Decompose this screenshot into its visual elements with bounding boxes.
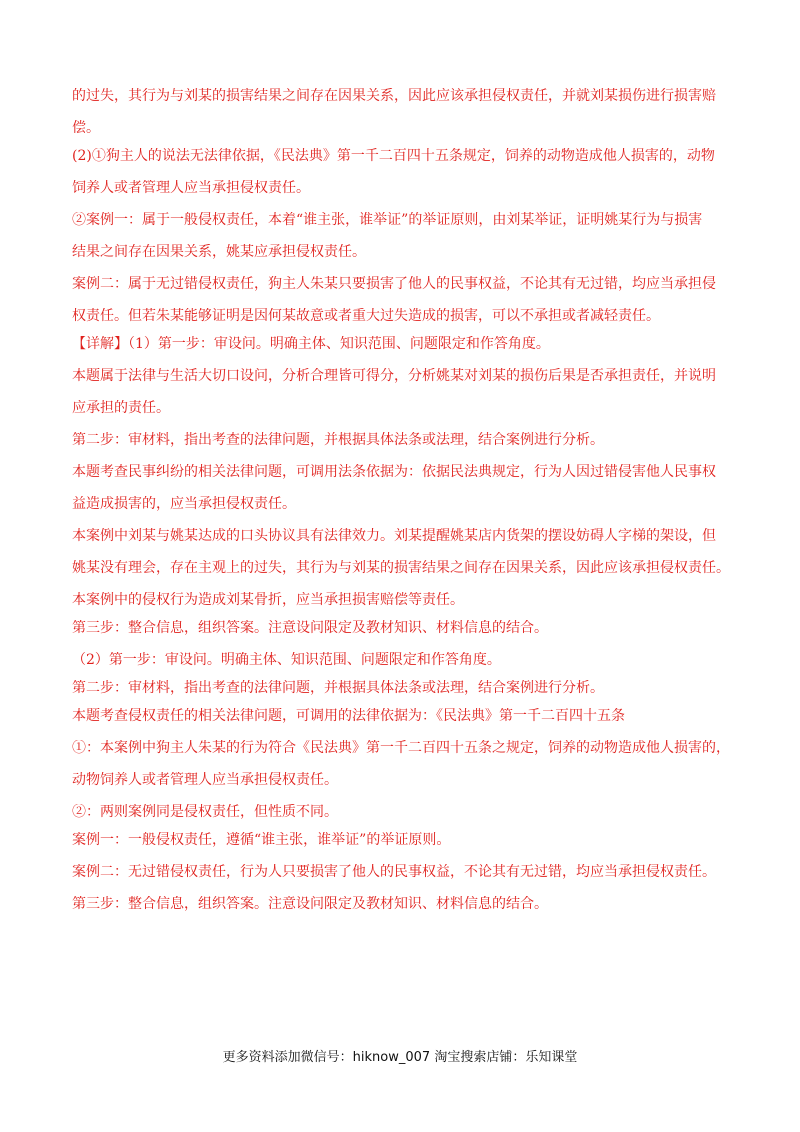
text-line: 第二步：审材料，指出考查的法律问题，并根据具体法条或法理，结合案例进行分析。 [72, 680, 604, 696]
text-line: 权责任。但若朱某能够证明是因何某故意或者重大过失造成的损害，可以不承担或者减轻责任。 [72, 308, 660, 324]
text-line: 姚某没有理会，存在主观上的过失，其行为与刘某的损害结果之间存在因果关系，因此应该承担侵权责任。 [72, 560, 730, 576]
detail-heading-line: 【详解】（1）第一步：审设问。明确主体、知识范围、问题限定和作答角度。 [72, 336, 550, 352]
text-line: 本案例中的侵权行为造成刘某骨折，应当承担损害赔偿等责任。 [72, 592, 464, 608]
text-line: 本题属于法律与生活大切口设问，分析合理皆可得分，分析姚某对刘某的损伤后果是否承担责任，并说明 [72, 368, 716, 384]
text-line: ②：两则案例同是侵权责任，但性质不同。 [72, 804, 338, 820]
text-line: 本题考查民事纠纷的相关法律问题，可调用法条依据为：依据民法典规定，行为人因过错侵害他人民事权 [72, 464, 716, 480]
text-line: 的过失，其行为与刘某的损害结果之间存在因果关系，因此应该承担侵权责任，并就刘某损伤进行损害赔 [72, 88, 716, 104]
text-line: 案例一：一般侵权责任，遵循“谁主张，谁举证”的举证原则。 [72, 832, 451, 848]
text-line: 第二步：审材料，指出考查的法律问题，并根据具体法条或法理，结合案例进行分析。 [72, 432, 604, 448]
text-line: 应承担的责任。 [72, 400, 170, 416]
text-line: ②案例一：属于一般侵权责任，本着“谁主张，谁举证”的举证原则，由刘某举证，证明姚某行为与损害 [72, 212, 703, 228]
text-line: 结果之间存在因果关系，姚某应承担侵权责任。 [72, 244, 366, 260]
text-line: 案例二：无过错侵权责任，行为人只要损害了他人的民事权益，不论其有无过错，均应当承担侵权责任。 [72, 864, 716, 880]
text-line: 偿。 [72, 120, 100, 136]
text-line: 第三步：整合信息，组织答案。注意设问限定及教材知识、材料信息的结合。 [72, 620, 548, 636]
text-line: （2）第一步：审设问。明确主体、知识范围、问题限定和作答角度。 [72, 652, 501, 668]
text-line: 本案例中刘某与姚某达成的口头协议具有法律效力。刘某提醒姚某店内货架的摆设妨碍人字梯的架设，但 [72, 528, 716, 544]
text-line: 本题考查侵权责任的相关法律问题，可调用的法律依据为：《民法典》第一千二百四十五条 [72, 708, 625, 724]
text-line: 益造成损害的，应当承担侵权责任。 [72, 496, 296, 512]
footer-promo-text: 更多资料添加微信号：hiknow_007 淘宝搜索店铺：乐知课堂 [222, 1050, 578, 1065]
document-body [72, 88, 732, 928]
text-line: (2)①狗主人的说法无法律依据，《民法典》第一千二百四十五条规定，饲养的动物造成他人损害的，动物 [72, 148, 715, 164]
text-line: 动物饲养人或者管理人应当承担侵权责任。 [72, 772, 338, 788]
text-line: 第三步：整合信息，组织答案。注意设问限定及教材知识、材料信息的结合。 [72, 896, 548, 912]
text-line: 案例二：属于无过错侵权责任，狗主人朱某只要损害了他人的民事权益，不论其有无过错，均应当承担侵 [72, 276, 716, 292]
text-line: 饲养人或者管理人应当承担侵权责任。 [72, 180, 310, 196]
text-line: ①：本案例中狗主人朱某的行为符合《民法典》第一千二百四十五条之规定，饲养的动物造成他人损害的， [72, 740, 730, 756]
